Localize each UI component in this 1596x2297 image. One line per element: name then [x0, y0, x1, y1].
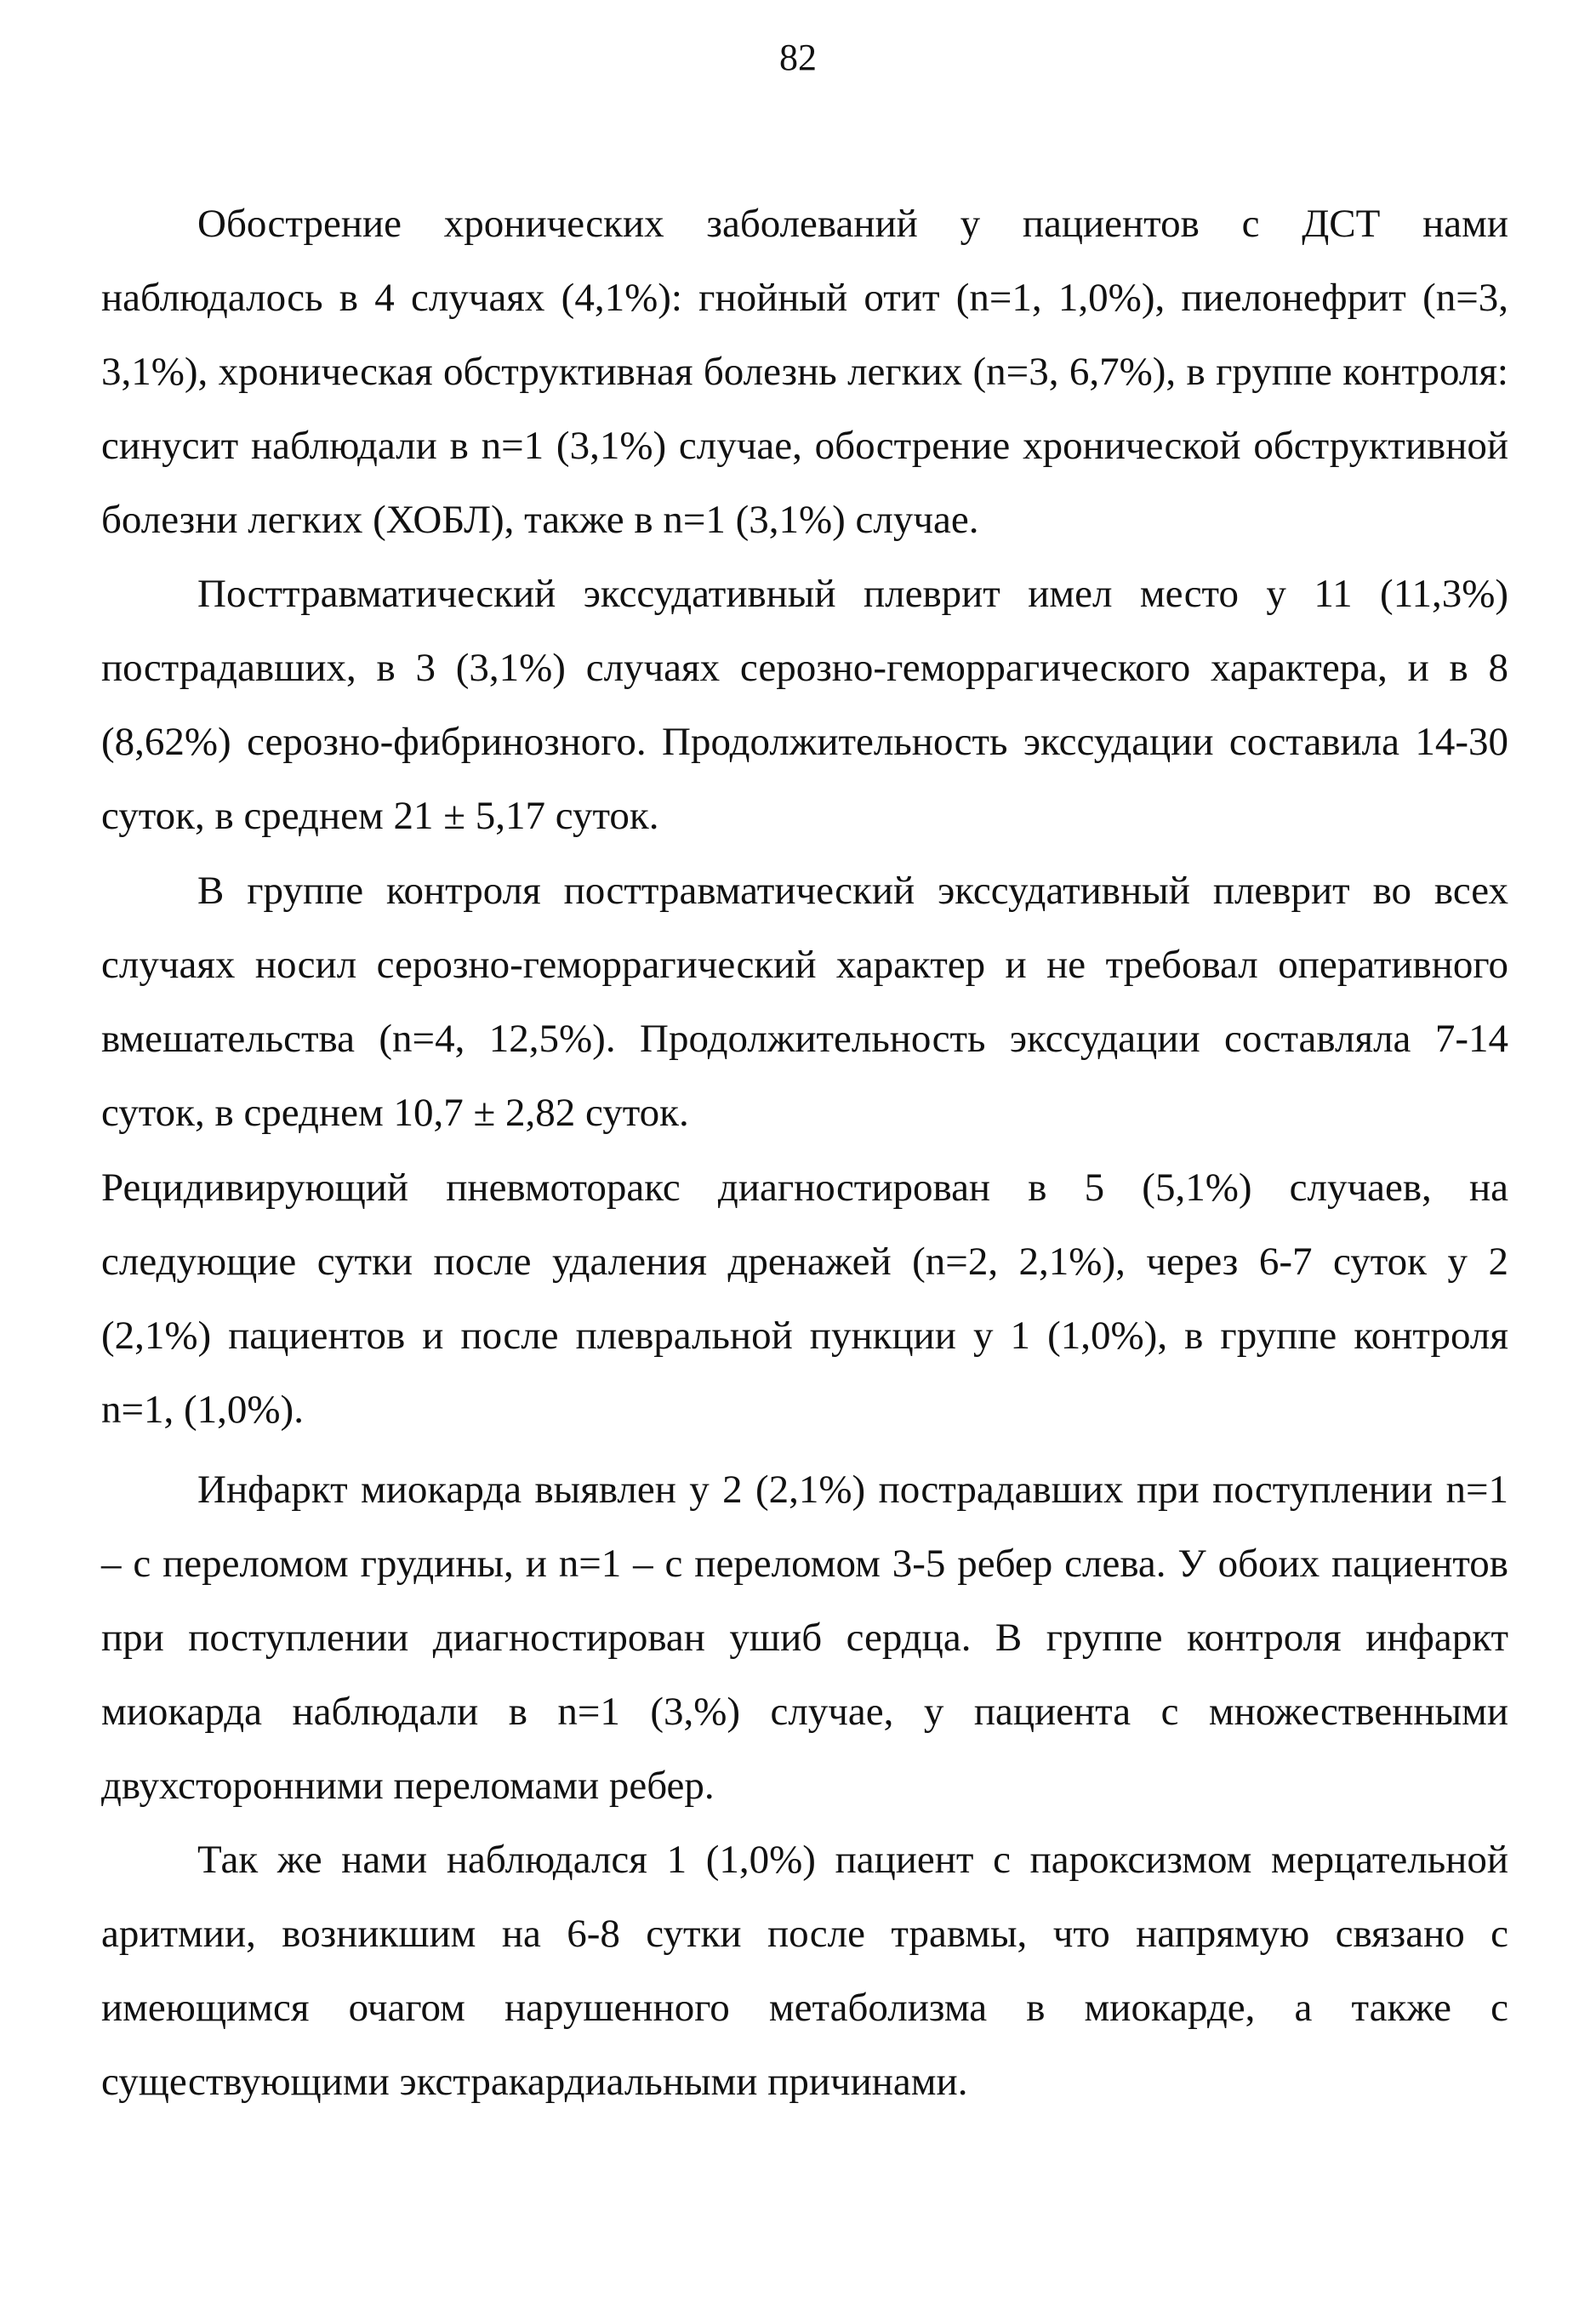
paragraph-exudative-pleurisy: Посттравматический экссудативный плеврит имел место у 11 (11,3%) пострадавших, в 3 (3,1%) случаях серозно-геморрагического характера, и в 8 (8,62%) серозно-фибринозного. Продолжительность экссудации составила 14-30 суток, в среднем 21 ± 5,17 суток. — [101, 572, 1508, 838]
paragraph-exacerbation: Обострение хронических заболеваний у пациентов с ДСТ нами наблюдалось в 4 случаях (4,1%): гнойный отит (n=1, 1,0%), пиелонефрит (n=3, 3,1%), хроническая обструктивная болезнь легких (n=3, 6,7%), в группе контроля: синусит наблюдали в n=1 (3,1%) случае, обострение хронической обструктивной болезни легких (ХОБЛ), также в n=1 (3,1%) случае. — [101, 202, 1508, 542]
paragraph-recurrent-pneumothorax: Рецидивирующий пневмоторакс диагностирован в 5 (5,1%) случаев, на следующие сутки после удаления дренажей (n=2, 2,1%), через 6-7 суток у 2 (2,1%) пациентов и после плевральной пункции у 1 (1,0%), в группе контроля n=1, (1,0%). — [101, 1166, 1508, 1432]
paragraph-myocardial-infarction: Инфаркт миокарда выявлен у 2 (2,1%) пострадавших при поступлении n=1 – с переломом грудины, и n=1 – с переломом 3-5 ребер слева. У обоих пациентов при поступлении диагностирован ушиб сердца. В группе контроля инфаркт миокарда наблюдали в n=1 (3,%) случае, у пациента с множественными двухсторонними переломами ребер. — [101, 1468, 1508, 1808]
body-text — [101, 187, 1508, 2119]
paragraph-atrial-fibrillation: Так же нами наблюдался 1 (1,0%) пациент с пароксизмом мерцательной аритмии, возникшим на 6-8 сутки после травмы, что напрямую связано с имеющимся очагом нарушенного метаболизма в миокарде, а также с существующими экстракардиальными причинами. — [101, 1838, 1508, 2104]
paragraph-control-group-pleurisy: В группе контроля посттравматический экссудативный плеврит во всех случаях носил серозно-геморрагический характер и не требовал оперативного вмешательства (n=4, 12,5%). Продолжительность экссудации составляла 7-14 суток, в среднем 10,7 ± 2,82 суток. — [101, 869, 1508, 1135]
page-number: 82 — [779, 37, 817, 78]
